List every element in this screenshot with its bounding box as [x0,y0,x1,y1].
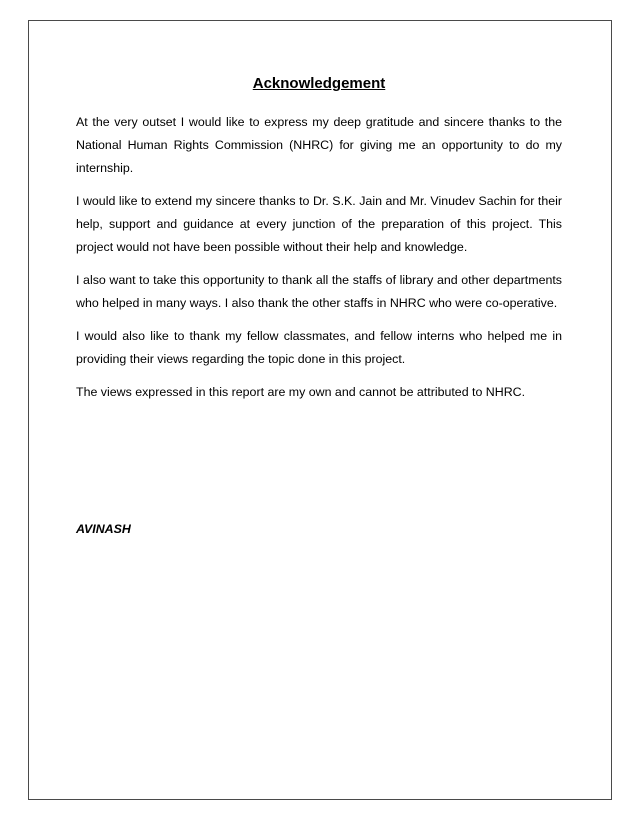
paragraph-thanks-guides: I would like to extend my sincere thanks to Dr. S.K. Jain and Mr. Vinudev Sachin for their help, support and guidance at every junction of the preparation of this project. This project would not have been possible without their help and knowledge. [76,194,562,254]
paragraph-thanks-staff: I also want to take this opportunity to thank all the staffs of library and other departments who helped in many ways. I also thank the other staffs in NHRC who were co-operative. [76,273,562,310]
author-signature: AVINASH [76,522,131,536]
acknowledgement-body [76,111,562,414]
paragraph-disclaimer: The views expressed in this report are my own and cannot be attributed to NHRC. [76,385,526,399]
paragraph-thanks-classmates: I would also like to thank my fellow classmates, and fellow interns who helped me in providing their views regarding the topic done in this project. [76,329,562,366]
page-title: Acknowledgement [252,75,386,92]
paragraph-gratitude-nhrc: At the very outset I would like to express my deep gratitude and sincere thanks to the National Human Rights Commission (NHRC) for giving me an opportunity to do my internship. [76,115,562,175]
